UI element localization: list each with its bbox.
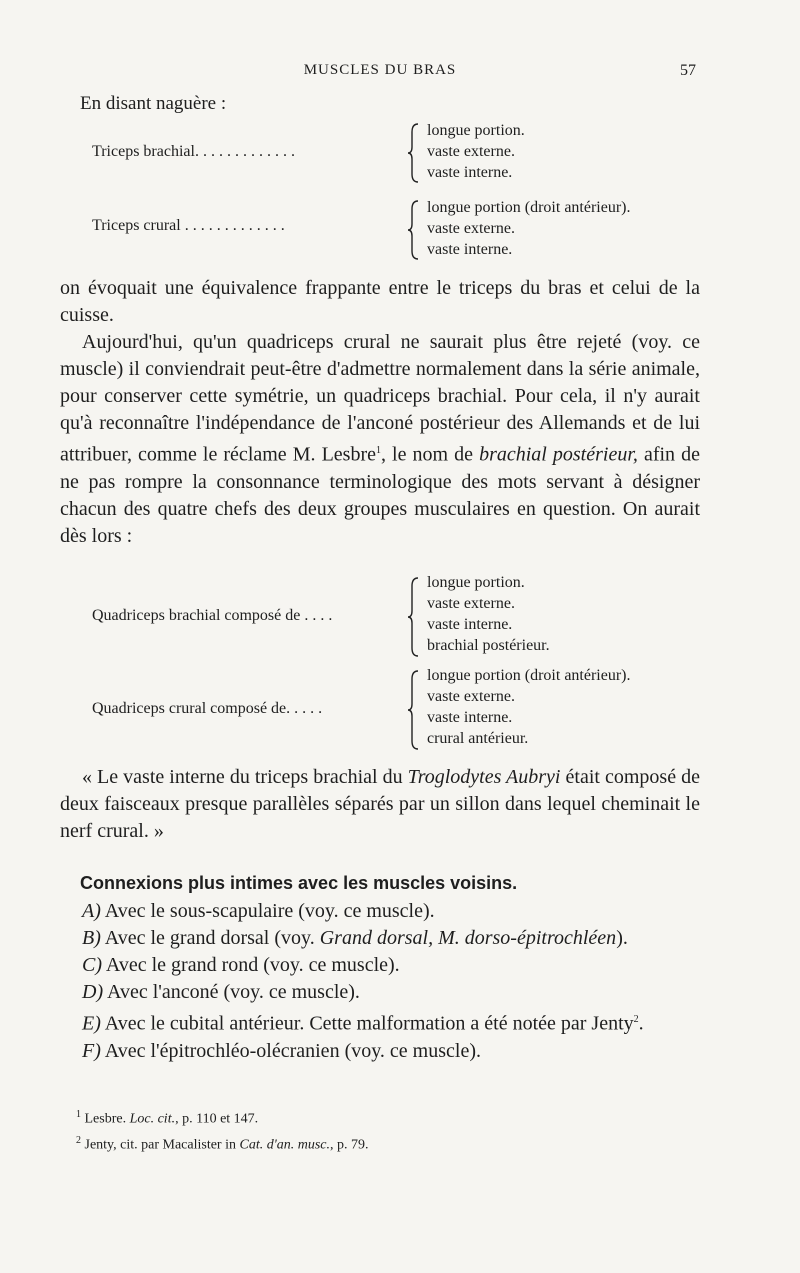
paragraph-text: « Le vaste interne du triceps brachial du bbox=[82, 766, 408, 788]
list-item bbox=[60, 979, 700, 1006]
italic-term: Grand dorsal, M. dorso-épitrochléen bbox=[319, 927, 617, 949]
group-item: vaste externe. bbox=[427, 220, 515, 237]
group-label: Triceps brachial. . . . . . . . . . . . . bbox=[92, 143, 295, 160]
footnote-ref: 2 bbox=[633, 1014, 639, 1025]
running-header: MUSCLES DU BRAS bbox=[303, 62, 457, 78]
page-number: 57 bbox=[680, 62, 696, 79]
list-text: Avec le grand rond (voy. ce muscle). bbox=[102, 954, 400, 976]
list-text: Avec le sous-scapulaire (voy. ce muscle). bbox=[100, 900, 435, 922]
list-letter: A) bbox=[82, 900, 101, 922]
group-item: longue portion. bbox=[427, 574, 525, 591]
list-item bbox=[60, 925, 700, 952]
italic-term: brachial postérieur, bbox=[479, 443, 638, 466]
paragraph-text: afin de ne pas rompre la consonnance terminologique des mots servant à désigner chacun des quatre chefs des deux groupes musculaires en question. On aurait dès lors : bbox=[60, 443, 700, 547]
group-item: vaste interne. bbox=[427, 164, 513, 181]
list-item bbox=[60, 952, 700, 979]
italic-term: Loc. cit. bbox=[129, 1111, 176, 1127]
list-letter: F) bbox=[82, 1039, 101, 1062]
group-item: vaste interne. bbox=[427, 616, 513, 633]
list-text: Avec l'épitrochléo-olécranien (voy. ce muscle). bbox=[100, 1039, 481, 1062]
group-item: vaste externe. bbox=[427, 595, 515, 612]
list-item bbox=[60, 1006, 700, 1038]
footnote-text: Lesbre. bbox=[84, 1111, 130, 1127]
footnote-text: , p. 110 et 147. bbox=[175, 1111, 259, 1127]
paragraph bbox=[60, 329, 700, 550]
footnote-text: Jenty, cit. par Macalister in bbox=[84, 1137, 240, 1153]
list-item bbox=[60, 898, 700, 925]
group-item: longue portion. bbox=[427, 122, 525, 139]
group-item: vaste externe. bbox=[427, 688, 515, 705]
footnote-text: , p. 79. bbox=[329, 1137, 369, 1153]
body-text bbox=[60, 764, 700, 845]
group-label: Quadriceps brachial composé de . . . . bbox=[92, 607, 333, 624]
list-text: ). bbox=[616, 927, 628, 949]
group-label: Quadriceps crural composé de. . . . . bbox=[92, 700, 323, 717]
section-heading: Connexions plus intimes avec les muscles voisins. bbox=[80, 873, 518, 893]
list-text: Avec le grand dorsal (voy. bbox=[100, 927, 320, 949]
body-text bbox=[60, 275, 700, 550]
paragraph-text: était composé de deux faisceaux presque parallèles séparés par un sillon dans lequel cheminait le nerf crural. » bbox=[60, 766, 700, 842]
brace-icon bbox=[406, 576, 420, 658]
paragraph-text: , le nom de bbox=[380, 443, 480, 466]
footnote-ref: 1 bbox=[375, 445, 381, 456]
group-label: Triceps crural . . . . . . . . . . . . . bbox=[92, 217, 285, 234]
brace-icon bbox=[406, 199, 420, 261]
group-item: crural antérieur. bbox=[427, 730, 529, 747]
paragraph: on évoquait une équivalence frappante entre le triceps du bras et celui de la cuisse. bbox=[60, 277, 700, 326]
footnote-number: 1 bbox=[76, 1109, 81, 1120]
list-letter: C) bbox=[82, 954, 102, 976]
group-item: longue portion (droit antérieur). bbox=[427, 199, 631, 216]
list-item bbox=[60, 1038, 700, 1065]
footnote bbox=[76, 1130, 368, 1156]
list-text: Avec le cubital antérieur. Cette malformation a été notée par Jenty bbox=[100, 1012, 634, 1035]
connections-list bbox=[60, 898, 700, 1065]
paragraph bbox=[60, 764, 700, 845]
italic-term: Troglodytes Aubryi bbox=[407, 766, 561, 788]
group-item: longue portion (droit antérieur). bbox=[427, 667, 631, 684]
footnote-number: 2 bbox=[76, 1134, 81, 1146]
paragraph-text: Aujourd'hui, qu'un quadriceps crural ne saurait plus être rejeté (voy. ce muscle) il conviendrait peut-être d'admettre normalement dans la série animale, pour conserver cette symétrie, un quadriceps brachial. Pour cela, il n'y aurait qu'à reconnaître l'indépendance de l'anconé postérieur des Allemands et de lui attribuer, comme le réclame M. Lesbre bbox=[60, 331, 700, 466]
group-item: vaste interne. bbox=[427, 241, 513, 258]
brace-icon bbox=[406, 122, 420, 184]
list-letter: B) bbox=[82, 927, 101, 949]
group-item: vaste externe. bbox=[427, 143, 515, 160]
italic-term: Cat. d'an. musc. bbox=[239, 1137, 330, 1153]
list-letter: D) bbox=[82, 981, 104, 1003]
group-item: brachial postérieur. bbox=[427, 637, 550, 654]
group-item: vaste interne. bbox=[427, 709, 513, 726]
list-text: Avec l'anconé (voy. ce muscle). bbox=[103, 981, 360, 1003]
list-text: . bbox=[638, 1012, 644, 1035]
intro-line: En disant naguère : bbox=[80, 93, 227, 114]
footnote bbox=[76, 1104, 368, 1130]
brace-icon bbox=[406, 669, 420, 751]
footnotes bbox=[76, 1104, 368, 1155]
list-letter: E) bbox=[82, 1012, 101, 1035]
